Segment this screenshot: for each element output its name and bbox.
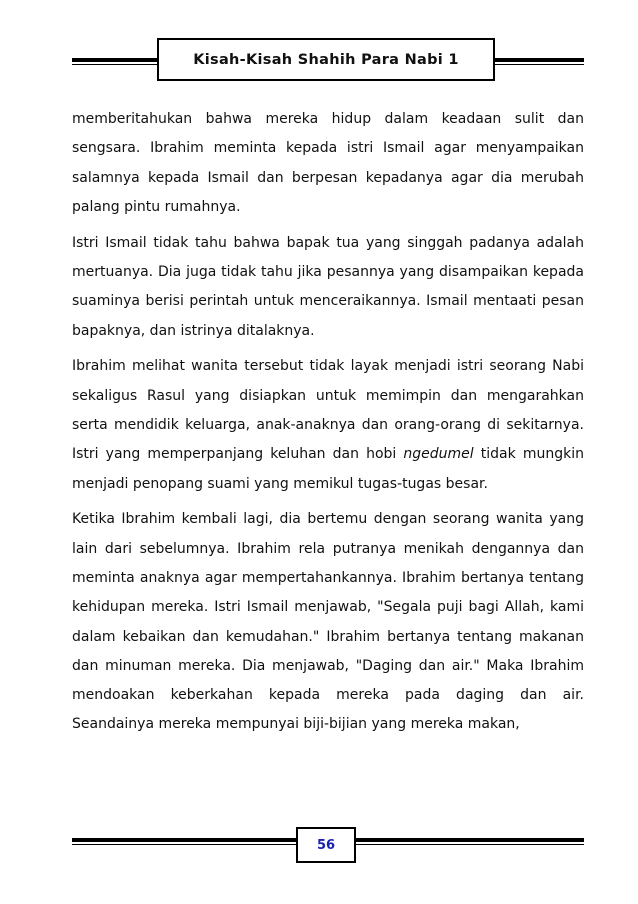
italic-term: ngedumel [403, 446, 474, 463]
page-number: 56 [316, 837, 336, 853]
page-number-box [296, 827, 356, 863]
book-title: Kisah-Kisah Shahih Para Nabi 1 [193, 51, 459, 68]
paragraph-3 [72, 352, 584, 498]
paragraph-text: tidak mungkin menjadi penopang suami yang memikul tugas-tugas besar. [72, 446, 584, 492]
paragraph-text: Istri Ismail tidak tahu bahwa bapak tua yang singgah padanya adalah mertuanya. Dia juga tidak tahu jika pesannya yang disampaikan kepada suaminya berisi perintah untuk menceraikannya. Ismail mentaati pesan bapaknya, dan istrinya ditalaknya. [72, 234, 584, 339]
paragraph-1 [72, 105, 584, 222]
paragraph-text: Ibrahim melihat wanita tersebut tidak layak menjadi istri seorang Nabi sekaligus Rasul yang disiapkan untuk memimpin dan mengarahkan serta mendidik keluarga, anak-anaknya dan orang-orang di sekitarnya. Istri yang memperpanjang keluhan dan hobi [72, 358, 584, 463]
running-header [157, 38, 495, 81]
paragraph-2 [72, 229, 584, 346]
body-text [72, 105, 584, 746]
paragraph-text: memberitahukan bahwa mereka hidup dalam keadaan sulit dan sengsara. Ibrahim meminta kepada istri Ismail agar menyampaikan salamnya kepada Ismail dan berpesan kepadanya agar dia merubah palang pintu rumahnya. [72, 111, 584, 215]
paragraph-text: Ketika Ibrahim kembali lagi, dia bertemu dengan seorang wanita yang lain dari sebelumnya. Ibrahim rela putranya menikah dengannya dan meminta anaknya agar mempertahankannya. Ibrahim bertanya tentang kehidupan mereka. Istri Ismail menjawab, "Segala puji bagi Allah, kami dalam kebaikan dan kemudahan." Ibrahim bertanya tentang makanan dan minuman mereka. Dia menjawab, "Daging dan air." Maka Ibrahim mendoakan keberkahan kepada mereka pada daging dan air. Seandainya mereka mempunyai biji-bijian yang mereka makan, [72, 511, 584, 733]
paragraph-4 [72, 505, 584, 739]
